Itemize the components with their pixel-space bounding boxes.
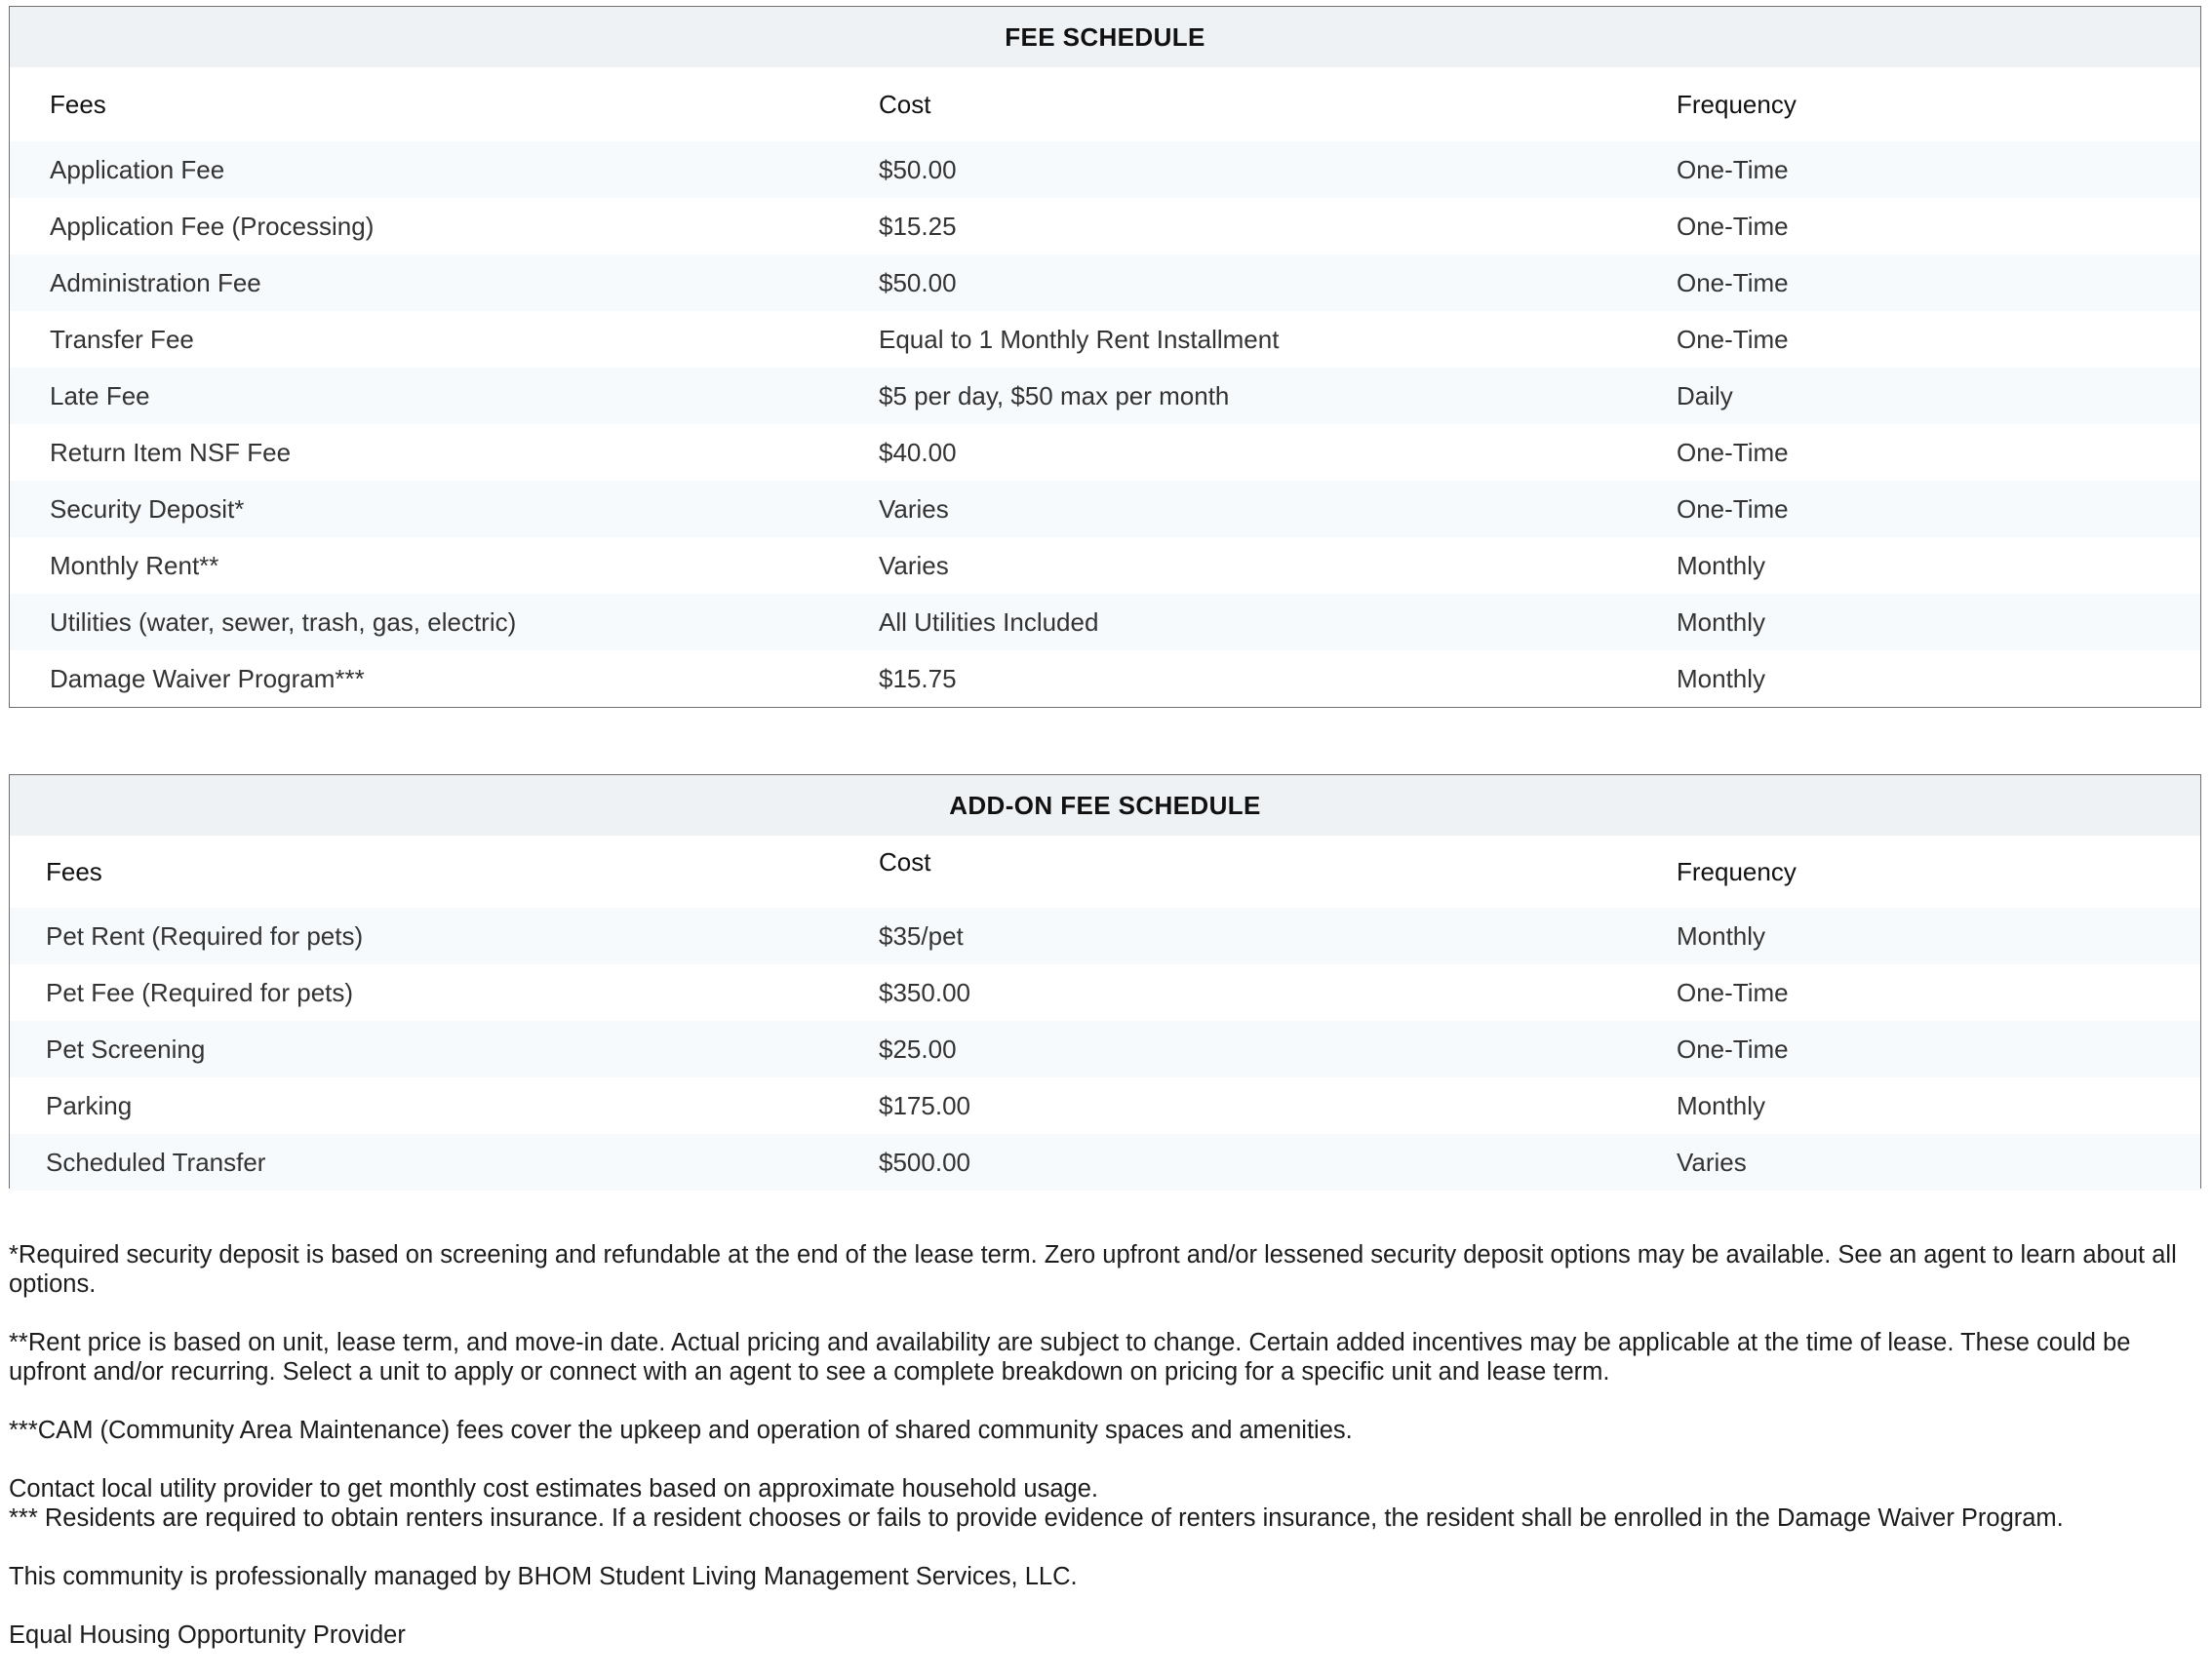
fee-name-cell: Pet Fee (Required for pets): [46, 977, 354, 1007]
fee-cost-cell: $175.00: [879, 1090, 970, 1120]
fee-cost-cell: $350.00: [879, 977, 970, 1007]
fee-name-cell: Pet Screening: [46, 1034, 206, 1064]
addon-fee-schedule-header-row: [10, 836, 2200, 908]
addon-fee-schedule-title: ADD-ON FEE SCHEDULE: [10, 775, 2200, 836]
header-fees: Fees: [50, 89, 106, 119]
fee-cost-cell: $5 per day, $50 max per month: [879, 380, 1230, 410]
fee-name-cell: Utilities (water, sewer, trash, gas, electric): [50, 606, 517, 637]
note-equal-housing: Equal Housing Opportunity Provider: [9, 1621, 406, 1649]
fee-frequency-cell: Monthly: [1677, 920, 1766, 951]
fee-notes: [9, 1240, 2203, 1679]
table-row: [10, 650, 2200, 707]
fee-frequency-cell: Monthly: [1677, 550, 1766, 580]
table-row: [10, 537, 2200, 594]
fee-frequency-cell: One-Time: [1677, 267, 1789, 297]
note-security-deposit: *Required security deposit is based on screening and refundable at the end of the lease term. Zero upfront and/or lessened security deposit options may be available. See an agent to learn about all options.: [9, 1241, 2177, 1298]
fee-frequency-cell: One-Time: [1677, 977, 1789, 1007]
fee-cost-cell: $15.75: [879, 663, 957, 693]
fee-schedule-body: [10, 141, 2200, 707]
fee-cost-cell: $25.00: [879, 1034, 957, 1064]
fee-cost-cell: Varies: [879, 550, 949, 580]
fee-cost-cell: Varies: [879, 493, 949, 524]
addon-fee-schedule-table: [9, 774, 2201, 1189]
table-row: [10, 141, 2200, 198]
fee-frequency-cell: Monthly: [1677, 1090, 1766, 1120]
addon-fee-schedule-body: [10, 908, 2200, 1191]
fee-frequency-cell: One-Time: [1677, 437, 1789, 467]
fee-schedule-table: [9, 6, 2201, 708]
table-row: [10, 254, 2200, 311]
table-row: [10, 481, 2200, 537]
table-row: [10, 424, 2200, 481]
fee-frequency-cell: Daily: [1677, 380, 1733, 410]
header-frequency: Frequency: [1677, 856, 1797, 886]
fee-frequency-cell: Varies: [1677, 1147, 1747, 1177]
fee-name-cell: Administration Fee: [50, 267, 261, 297]
fee-cost-cell: Equal to 1 Monthly Rent Installment: [879, 324, 1280, 354]
table-row: [10, 908, 2200, 964]
fee-name-cell: Security Deposit*: [50, 493, 245, 524]
table-row: [10, 964, 2200, 1021]
fee-name-cell: Pet Rent (Required for pets): [46, 920, 364, 951]
note-rent-price: **Rent price is based on unit, lease term, and move-in date. Actual pricing and availability are subject to change. Certain added incentives may be applicable at the time of lease. These could be upfront and/or recurring. Select a unit to apply or connect with an agent to see a complete breakdown on pricing for a specific unit and lease term.: [9, 1329, 2131, 1386]
fee-schedule-header-row: [10, 67, 2200, 141]
fee-frequency-cell: Monthly: [1677, 663, 1766, 693]
header-cost: Cost: [879, 89, 931, 119]
header-frequency: Frequency: [1677, 89, 1797, 119]
fee-name-cell: Scheduled Transfer: [46, 1147, 266, 1177]
table-row: [10, 1134, 2200, 1191]
fee-cost-cell: All Utilities Included: [879, 606, 1099, 637]
fee-frequency-cell: One-Time: [1677, 211, 1789, 241]
table-row: [10, 198, 2200, 254]
fee-cost-cell: $35/pet: [879, 920, 964, 951]
fee-frequency-cell: One-Time: [1677, 493, 1789, 524]
note-renters-insurance: *** Residents are required to obtain renters insurance. If a resident chooses or fails to provide evidence of renters insurance, the resident shall be enrolled in the Damage Waiver Program.: [9, 1504, 2064, 1532]
note-cam: ***CAM (Community Area Maintenance) fees cover the upkeep and operation of shared community spaces and amenities.: [9, 1417, 1353, 1444]
fee-cost-cell: $50.00: [879, 267, 957, 297]
fee-frequency-cell: One-Time: [1677, 324, 1789, 354]
fee-cost-cell: $15.25: [879, 211, 957, 241]
header-fees: Fees: [46, 856, 102, 886]
fee-name-cell: Parking: [46, 1090, 133, 1120]
table-row: [10, 311, 2200, 368]
table-row: [10, 1077, 2200, 1134]
fee-cost-cell: $500.00: [879, 1147, 970, 1177]
note-management: This community is professionally managed by BHOM Student Living Management Services, LLC.: [9, 1563, 1078, 1590]
fee-name-cell: Late Fee: [50, 380, 150, 410]
fee-frequency-cell: Monthly: [1677, 606, 1766, 637]
note-utility: Contact local utility provider to get monthly cost estimates based on approximate household usage.: [9, 1475, 1098, 1503]
table-row: [10, 594, 2200, 650]
fee-name-cell: Application Fee: [50, 154, 225, 184]
fee-name-cell: Damage Waiver Program***: [50, 663, 365, 693]
table-row: [10, 1021, 2200, 1077]
table-row: [10, 368, 2200, 424]
fee-cost-cell: $40.00: [879, 437, 957, 467]
fee-name-cell: Application Fee (Processing): [50, 211, 375, 241]
fee-frequency-cell: One-Time: [1677, 154, 1789, 184]
fee-schedule-title: FEE SCHEDULE: [10, 7, 2200, 67]
fee-name-cell: Transfer Fee: [50, 324, 194, 354]
header-cost: Cost: [879, 847, 931, 877]
fee-cost-cell: $50.00: [879, 154, 957, 184]
fee-frequency-cell: One-Time: [1677, 1034, 1789, 1064]
fee-name-cell: Monthly Rent**: [50, 550, 219, 580]
fee-name-cell: Return Item NSF Fee: [50, 437, 292, 467]
